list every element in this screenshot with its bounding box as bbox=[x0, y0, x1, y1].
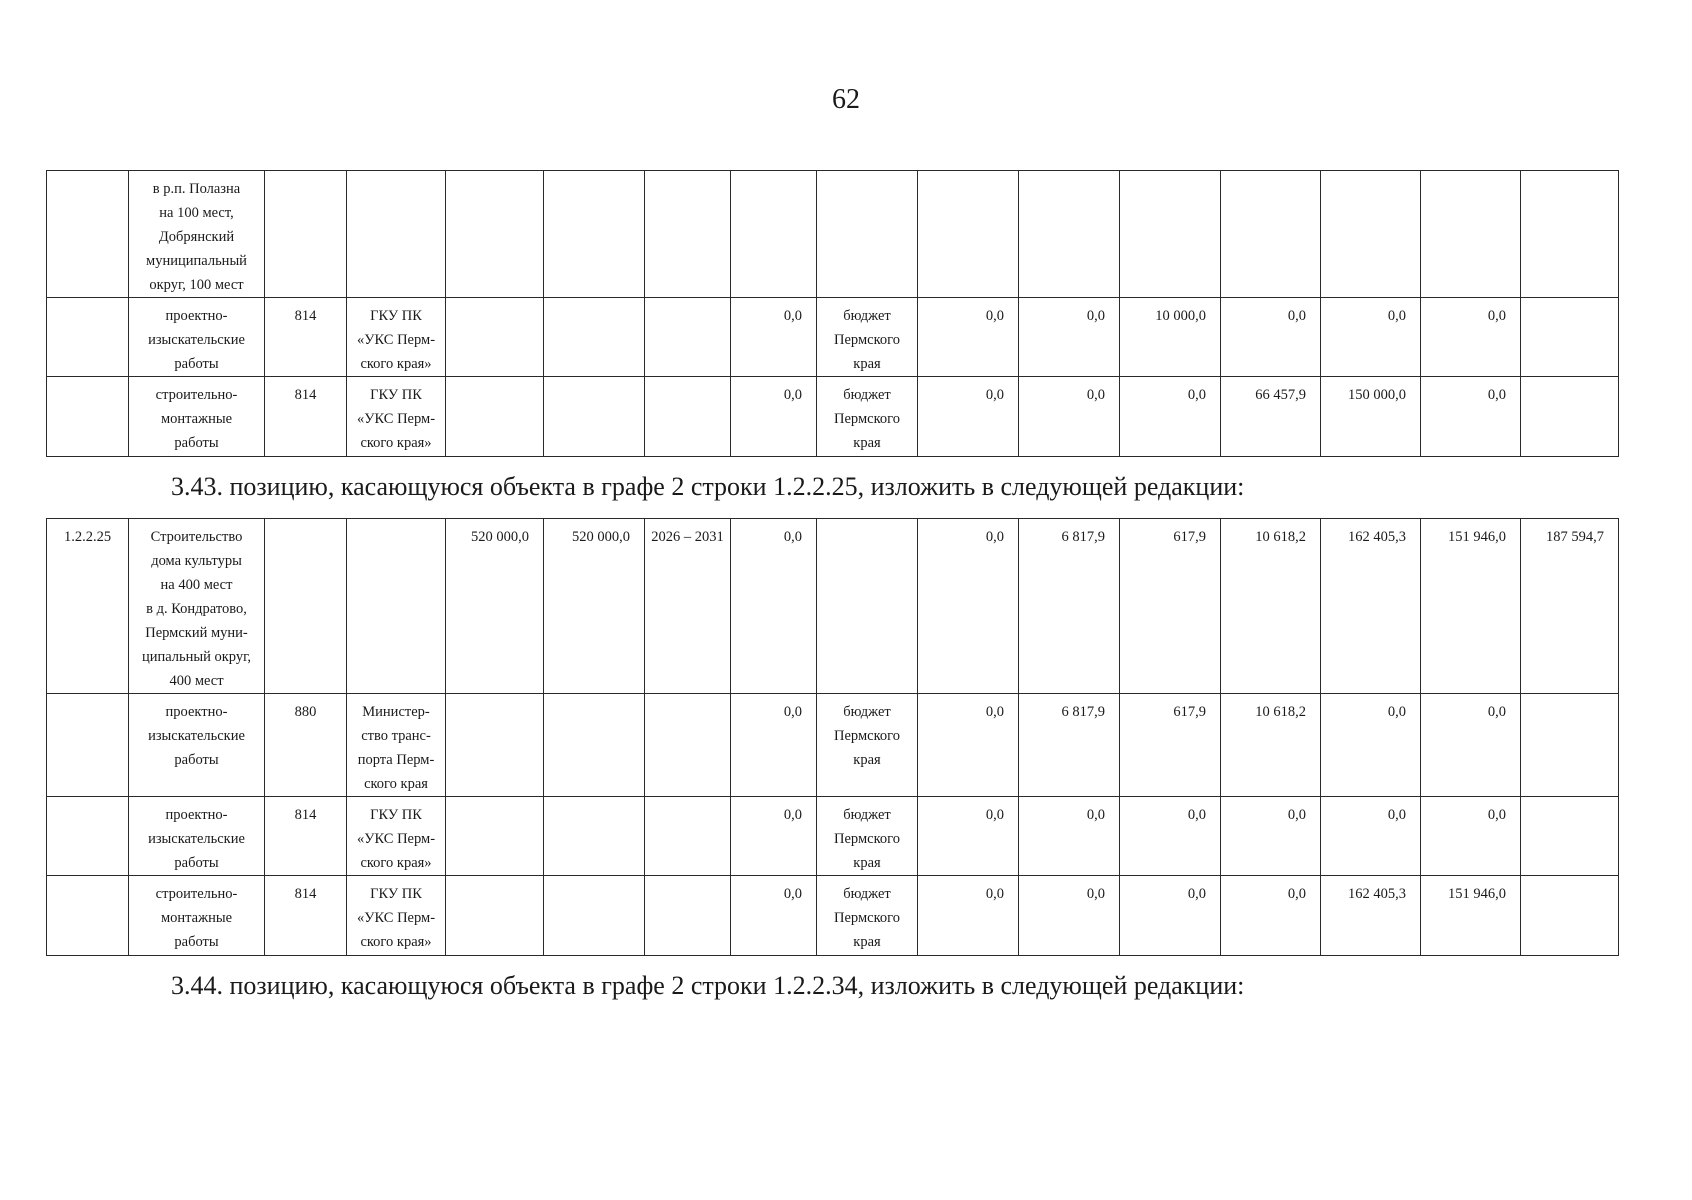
table-cell bbox=[645, 298, 731, 377]
table-cell bbox=[265, 171, 347, 298]
budget-table-continued bbox=[46, 170, 1619, 457]
table-cell: 0,0 bbox=[1019, 876, 1120, 956]
table-cell bbox=[1521, 694, 1619, 797]
table-cell bbox=[47, 797, 129, 876]
table-cell bbox=[1521, 876, 1619, 956]
table-cell: 0,0 bbox=[1221, 876, 1321, 956]
table-cell bbox=[347, 171, 446, 298]
table-cell: 1.2.2.25 bbox=[47, 519, 129, 694]
table-cell: 0,0 bbox=[731, 694, 817, 797]
table-cell bbox=[47, 377, 129, 457]
table-cell: строительно- монтажные работы bbox=[129, 876, 265, 956]
table-cell: 0,0 bbox=[1120, 876, 1221, 956]
table-cell: 66 457,9 bbox=[1221, 377, 1321, 457]
table-cell: 2026 – 2031 bbox=[645, 519, 731, 694]
table-cell: 162 405,3 bbox=[1321, 876, 1421, 956]
table-cell bbox=[817, 171, 918, 298]
table-cell bbox=[347, 519, 446, 694]
table-cell: Строительство дома культуры на 400 мест в д. Кондратово, Пермский муни- ципальный округ, 400 мест bbox=[129, 519, 265, 694]
table-cell: 617,9 bbox=[1120, 519, 1221, 694]
table-cell bbox=[1421, 171, 1521, 298]
table-cell bbox=[544, 797, 645, 876]
table-row bbox=[47, 171, 1619, 298]
table-cell: 814 bbox=[265, 797, 347, 876]
table-cell: 10 618,2 bbox=[1221, 519, 1321, 694]
table-cell bbox=[47, 171, 129, 298]
table-cell bbox=[446, 298, 544, 377]
table-cell: 151 946,0 bbox=[1421, 519, 1521, 694]
table-cell: 6 817,9 bbox=[1019, 519, 1120, 694]
table-cell: 150 000,0 bbox=[1321, 377, 1421, 457]
table-row bbox=[47, 519, 1619, 694]
table-cell: 0,0 bbox=[1421, 377, 1521, 457]
table-cell: 617,9 bbox=[1120, 694, 1221, 797]
table-cell bbox=[446, 377, 544, 457]
table-cell bbox=[1521, 377, 1619, 457]
table-cell bbox=[645, 797, 731, 876]
table-cell: 10 618,2 bbox=[1221, 694, 1321, 797]
table-cell: проектно- изыскательские работы bbox=[129, 694, 265, 797]
table-cell: бюджет Пермского края bbox=[817, 797, 918, 876]
table-cell: 162 405,3 bbox=[1321, 519, 1421, 694]
table-cell bbox=[1120, 171, 1221, 298]
table-cell bbox=[817, 519, 918, 694]
table-cell bbox=[1321, 171, 1421, 298]
table-cell bbox=[47, 876, 129, 956]
table-cell: 187 594,7 bbox=[1521, 519, 1619, 694]
table-cell: 0,0 bbox=[918, 519, 1019, 694]
budget-table-item-1-2-2-25 bbox=[46, 518, 1619, 956]
table-cell: 0,0 bbox=[918, 797, 1019, 876]
table-cell bbox=[1521, 171, 1619, 298]
table-cell bbox=[1019, 171, 1120, 298]
table-cell: 0,0 bbox=[731, 519, 817, 694]
table-cell: 814 bbox=[265, 377, 347, 457]
amendment-instruction-3-43: 3.43. позицию, касающуюся объекта в графе 2 строки 1.2.2.25, изложить в следующей редакции: bbox=[171, 472, 1245, 501]
table-row bbox=[47, 298, 1619, 377]
table-cell: проектно- изыскательские работы bbox=[129, 797, 265, 876]
table-cell: 0,0 bbox=[1120, 797, 1221, 876]
table-cell: 814 bbox=[265, 876, 347, 956]
table-cell: 6 817,9 bbox=[1019, 694, 1120, 797]
table-row bbox=[47, 797, 1619, 876]
table-cell bbox=[544, 377, 645, 457]
table-cell bbox=[544, 694, 645, 797]
table-cell: 0,0 bbox=[1421, 797, 1521, 876]
table-cell bbox=[1521, 797, 1619, 876]
table-cell: 0,0 bbox=[731, 377, 817, 457]
table-row bbox=[47, 694, 1619, 797]
table-cell bbox=[446, 171, 544, 298]
table-cell: бюджет Пермского края bbox=[817, 298, 918, 377]
table-cell: 0,0 bbox=[1421, 298, 1521, 377]
table-row bbox=[47, 377, 1619, 457]
table-cell: бюджет Пермского края bbox=[817, 876, 918, 956]
table-row bbox=[47, 876, 1619, 956]
table-cell bbox=[265, 519, 347, 694]
table-cell: проектно- изыскательские работы bbox=[129, 298, 265, 377]
table-cell bbox=[645, 694, 731, 797]
table-cell bbox=[446, 876, 544, 956]
table-cell: 520 000,0 bbox=[544, 519, 645, 694]
table-cell: 151 946,0 bbox=[1421, 876, 1521, 956]
table-cell: ГКУ ПК «УКС Перм- ского края» bbox=[347, 377, 446, 457]
table-cell bbox=[47, 694, 129, 797]
table-cell: 880 bbox=[265, 694, 347, 797]
table-cell: 0,0 bbox=[1221, 298, 1321, 377]
table-cell: Министер- ство транс- порта Перм- ского края bbox=[347, 694, 446, 797]
table-cell: 814 bbox=[265, 298, 347, 377]
table-cell: 0,0 bbox=[731, 876, 817, 956]
table-cell bbox=[918, 171, 1019, 298]
table-cell bbox=[446, 694, 544, 797]
table-cell: ГКУ ПК «УКС Перм- ского края» bbox=[347, 876, 446, 956]
table-cell: 0,0 bbox=[1221, 797, 1321, 876]
table-cell: ГКУ ПК «УКС Перм- ского края» bbox=[347, 298, 446, 377]
table-body bbox=[47, 519, 1619, 956]
table-cell: ГКУ ПК «УКС Перм- ского края» bbox=[347, 797, 446, 876]
table-cell: бюджет Пермского края bbox=[817, 377, 918, 457]
table-cell: 520 000,0 bbox=[446, 519, 544, 694]
table-cell bbox=[1221, 171, 1321, 298]
table-cell bbox=[544, 298, 645, 377]
table-cell: 0,0 bbox=[918, 694, 1019, 797]
table-cell: 0,0 bbox=[1421, 694, 1521, 797]
table-cell: 0,0 bbox=[1321, 298, 1421, 377]
table-cell: 0,0 bbox=[918, 298, 1019, 377]
table-cell bbox=[645, 876, 731, 956]
table-cell: 0,0 bbox=[731, 797, 817, 876]
table-cell: 0,0 bbox=[1019, 797, 1120, 876]
table-cell bbox=[446, 797, 544, 876]
table-cell: в р.п. Полазна на 100 мест, Добрянский муниципальный округ, 100 мест bbox=[129, 171, 265, 298]
table-cell: 0,0 bbox=[731, 298, 817, 377]
table-cell: 0,0 bbox=[1321, 797, 1421, 876]
table-cell: 0,0 bbox=[918, 377, 1019, 457]
table-body bbox=[47, 171, 1619, 457]
page-number: 62 bbox=[832, 84, 860, 115]
table-cell: 10 000,0 bbox=[1120, 298, 1221, 377]
table-cell bbox=[645, 377, 731, 457]
table-cell: строительно- монтажные работы bbox=[129, 377, 265, 457]
table-cell bbox=[544, 876, 645, 956]
table-cell bbox=[1521, 298, 1619, 377]
table-cell bbox=[645, 171, 731, 298]
table-cell bbox=[731, 171, 817, 298]
table-cell: 0,0 bbox=[918, 876, 1019, 956]
table-cell: бюджет Пермского края bbox=[817, 694, 918, 797]
amendment-instruction-3-44: 3.44. позицию, касающуюся объекта в графе 2 строки 1.2.2.34, изложить в следующей редакции: bbox=[171, 971, 1245, 1000]
table-cell bbox=[544, 171, 645, 298]
table-cell: 0,0 bbox=[1019, 298, 1120, 377]
table-cell bbox=[47, 298, 129, 377]
table-cell: 0,0 bbox=[1019, 377, 1120, 457]
table-cell: 0,0 bbox=[1321, 694, 1421, 797]
table-cell: 0,0 bbox=[1120, 377, 1221, 457]
